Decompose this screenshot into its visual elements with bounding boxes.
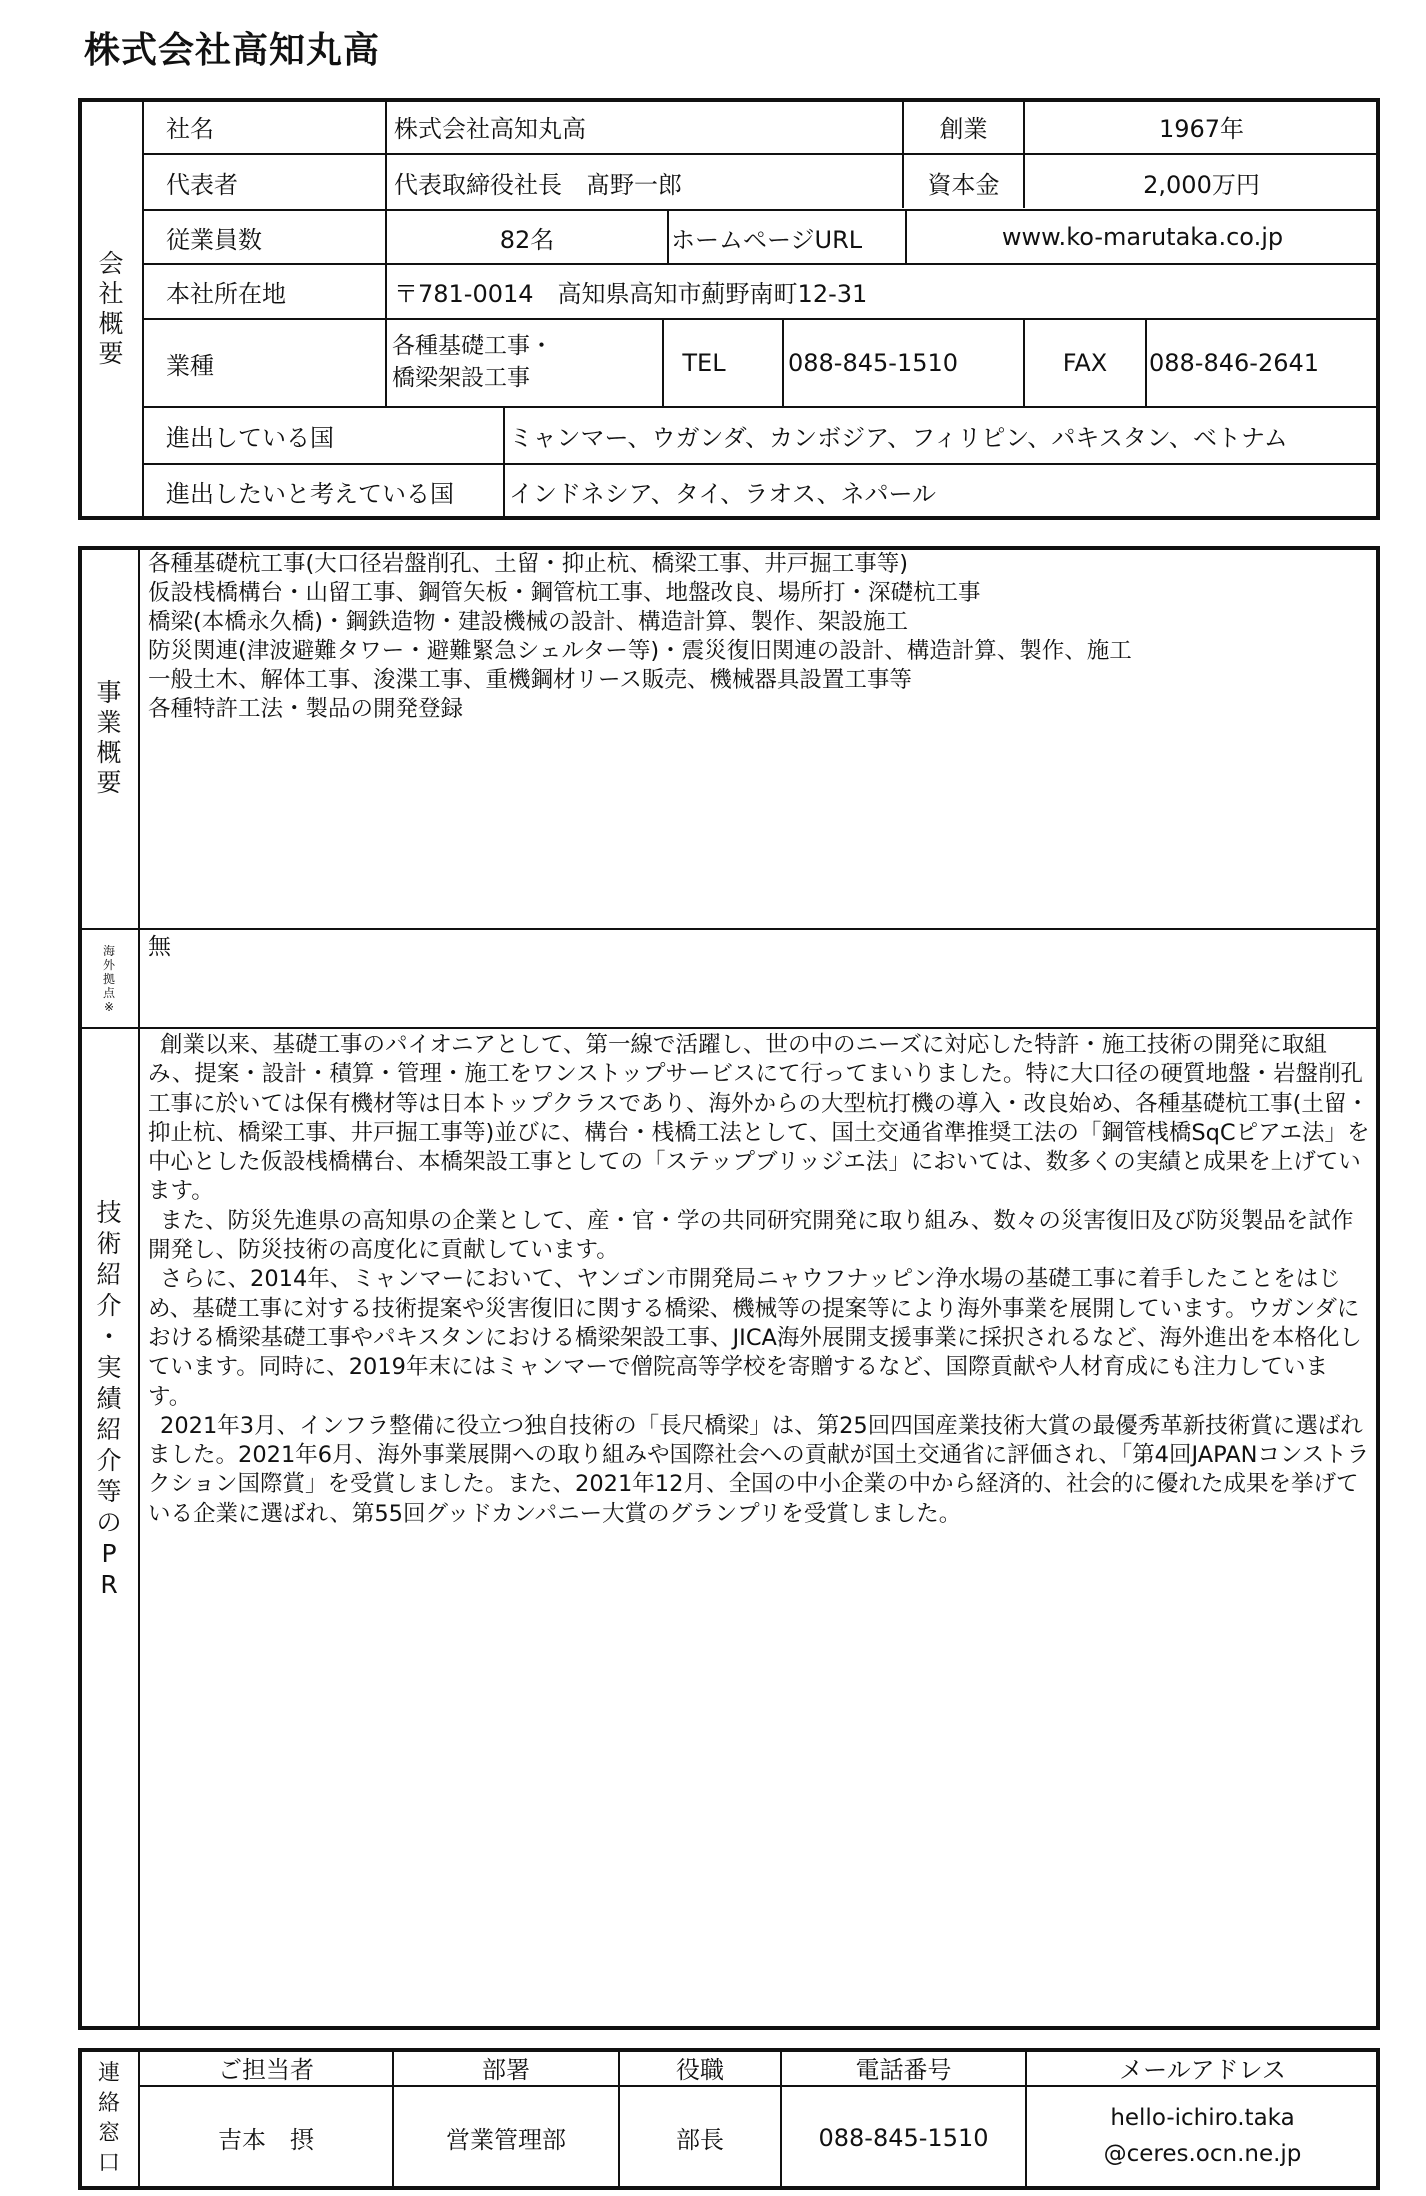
- contact-position: 部長: [676, 2126, 724, 2154]
- contact-person: 吉本 摂: [218, 2126, 314, 2154]
- capital-value: 2,000万円: [1143, 170, 1260, 199]
- business-side-label: 事 業 概 要: [96, 678, 122, 797]
- overseas-value: 無: [148, 934, 171, 960]
- contact-header-position: 役職: [676, 2056, 724, 2084]
- industry-label: 業種: [166, 351, 214, 380]
- homepage-label: ホームページURL: [671, 225, 863, 254]
- pr-paragraph: 2021年3月、インフラ整備に役立つ独自技術の「長尺橋梁」は、第25回四国産業技術大賞の最優秀革新技術賞に選ばれました。2021年6月、海外事業展開への取り組みや国際社会への貢献が国土交通省に評価され、「第4回JAPANコンストラクション国際賞」を受賞しました。また、2021年12月、全国の中小企業の中から経済的、社会的に優れた成果を挙げている企業に選ばれ、第55回グッドカンパニー大賞のグランプリを受賞しました。: [148, 1412, 1370, 1527]
- representative-value: 代表取締役社長 髙野一郎: [394, 170, 682, 199]
- fax-label: FAX: [1062, 349, 1108, 377]
- business-line: 防災関連(津波避難タワー・避難緊急シェルター等)・震災復旧関連の設計、構造計算、製作、施工: [148, 638, 1132, 664]
- company-name-value: 株式会社高知丸高: [394, 115, 586, 143]
- founded-value: 1967年: [1158, 115, 1245, 143]
- pr-side-label: 技 術 紹 介 ・ 実 績 紹 介 等 の P R: [96, 1198, 122, 1599]
- business-line: 仮設桟橋構台・山留工事、鋼管矢板・鋼管杭工事、地盤改良、場所打・深礎杭工事: [148, 580, 981, 606]
- overseas-side-label: 海 外 拠 点 ※: [102, 943, 115, 1014]
- countries-label: 進出している国: [166, 424, 334, 452]
- contact-header-email: メールアドレス: [1119, 2056, 1286, 2084]
- contact-header-department: 部署: [482, 2056, 530, 2084]
- homepage-value[interactable]: www.ko-marutaka.co.jp: [1001, 223, 1284, 251]
- pr-paragraph: 創業以来、基礎工事のパイオニアとして、第一線で活躍し、世の中のニーズに対応した特許・施工技術の開発に取組み、提案・設計・積算・管理・施工をワンストップサービスにて行ってまいりました。特に大口径の硬質地盤・岩盤削孔工事に於いては保有機材等は日本トップクラスであり、海外からの大型杭打機の導入・改良始め、各種基礎杭工事(土留・抑止杭、橋梁工事、井戸掘工事等)並びに、構台・桟橋工法として、国土交通省準推奨工法の「鋼管桟橋SqCピアエ法」を中心とした仮設桟橋構台、本橋架設工事としての「ステップブリッジエ法」においては、数多くの実績と成果を上げています。: [148, 1032, 1370, 1205]
- contact-header-phone: 電話番号: [855, 2056, 952, 2084]
- overview-side-label: 会 社 概 要: [98, 249, 124, 368]
- contact-department: 営業管理部: [446, 2126, 566, 2154]
- employees-value: 82名: [499, 225, 555, 254]
- industry-value: 各種基礎工事・ 橋梁架設工事: [392, 333, 553, 391]
- tel-value: 088-845-1510: [788, 349, 959, 377]
- target-countries-label: 進出したいと考えている国: [166, 480, 454, 508]
- tel-label: TEL: [682, 349, 726, 377]
- countries-value: ミャンマー、ウガンダ、カンボジア、フィリピン、パキスタン、ベトナム: [509, 424, 1288, 452]
- business-description: [148, 550, 1132, 724]
- contact-phone: 088-845-1510: [818, 2123, 989, 2152]
- pr-paragraph: さらに、2014年、ミャンマーにおいて、ヤンゴン市開発局ニャウフナッピン浄水場の基礎工事に着手したことをはじめ、基礎工事に対する技術提案や災害復旧に関する橋梁、機械等の提案等により海外事業を展開しています。ウガンダにおける橋梁基礎工事やパキスタンにおける橋梁架設工事、JICA海外展開支援事業に採択されるなど、海外進出を本格化しています。同時に、2019年末にはミャンマーで僧院高等学校を寄贈するなど、国際貢献や人材育成にも注力しています。: [148, 1266, 1362, 1410]
- fax-value: 088-846-2641: [1149, 349, 1320, 377]
- representative-label: 代表者: [166, 170, 238, 199]
- business-line: 橋梁(本橋永久橋)・鋼鉄造物・建設機械の設計、構造計算、製作、架設施工: [148, 609, 909, 635]
- founded-label: 創業: [939, 115, 988, 143]
- contact-header-person: ご担当者: [218, 2056, 314, 2084]
- contact-email[interactable]: hello-ichiro.taka @ceres.ocn.ne.jp: [1103, 2105, 1302, 2167]
- page-title: 株式会社高知丸高: [84, 30, 381, 71]
- contact-side-label: 連 絡 窓 口: [97, 2061, 120, 2176]
- company-name-label: 社名: [166, 115, 214, 143]
- address-value: 〒781-0014 高知県高知市薊野南町12-31: [394, 280, 868, 308]
- address-label: 本社所在地: [166, 280, 286, 308]
- pr-text: [148, 1031, 1370, 1529]
- business-line: 各種基礎杭工事(大口径岩盤削孔、土留・抑止杭、橋梁工事、井戸掘工事等): [148, 551, 909, 577]
- target-countries-value: インドネシア、タイ、ラオス、ネパール: [509, 480, 936, 508]
- business-line: 各種特許工法・製品の開発登録: [148, 696, 464, 722]
- business-line: 一般土木、解体工事、浚渫工事、重機鋼材リース販売、機械器具設置工事等: [148, 667, 912, 693]
- pr-paragraph: また、防災先進県の高知県の企業として、産・官・学の共同研究開発に取り組み、数々の災害復旧及び防災製品を試作開発し、防災技術の高度化に貢献しています。: [148, 1207, 1354, 1264]
- employees-label: 従業員数: [166, 225, 262, 254]
- capital-label: 資本金: [927, 170, 1000, 199]
